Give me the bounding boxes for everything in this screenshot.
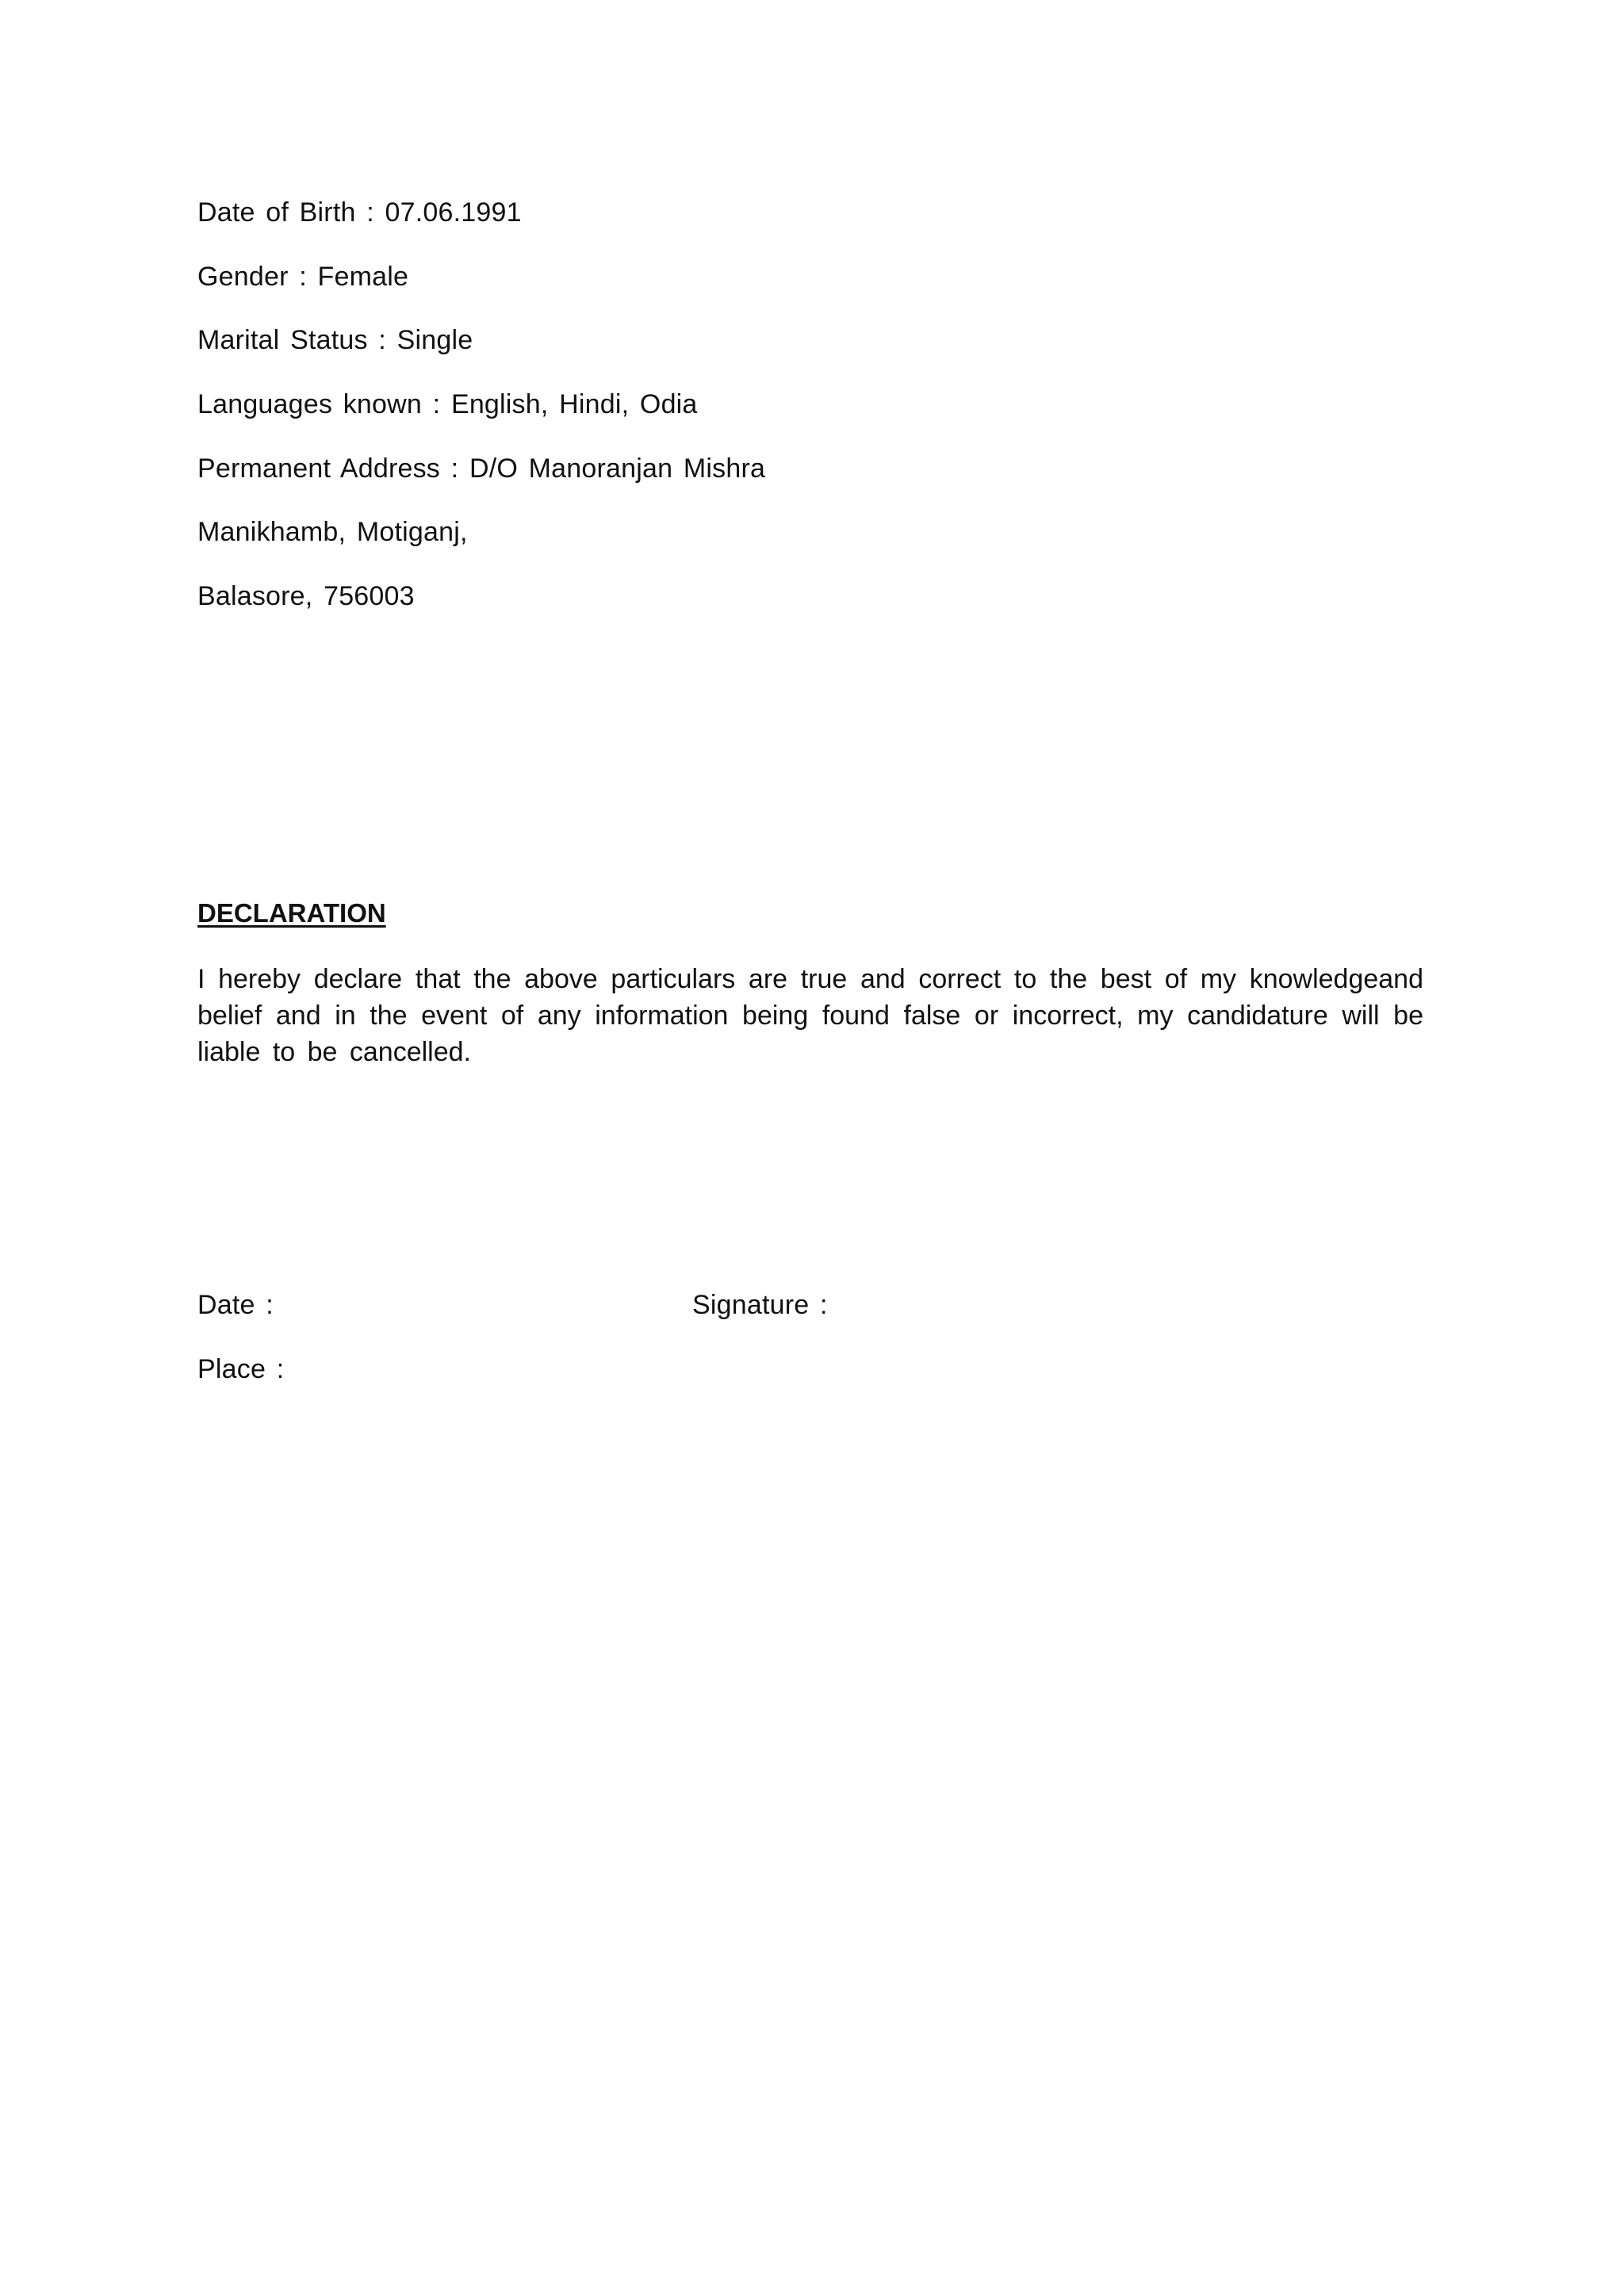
date-of-birth-line: Date of Birth : 07.06.1991: [197, 197, 522, 228]
date-label: Date :: [197, 1290, 274, 1320]
place-label: Place :: [197, 1354, 285, 1384]
address-line-2: Manikhamb, Motiganj,: [197, 517, 468, 547]
permanent-address-line: Permanent Address : D/O Manoranjan Mishra: [197, 453, 766, 484]
declaration-heading: DECLARATION: [197, 898, 386, 928]
declaration-text: I hereby declare that the above particulars are true and correct to the best of my knowledgeand belief and in the event of any information being found false or incorrect, my candidature will be liable to be cancelled.: [197, 964, 1423, 1067]
languages-known-line: Languages known : English, Hindi, Odia: [197, 389, 698, 419]
signature-label: Signature :: [692, 1290, 828, 1320]
gender-line: Gender : Female: [197, 262, 409, 292]
address-line-3: Balasore, 756003: [197, 581, 415, 611]
marital-status-line: Marital Status : Single: [197, 325, 473, 355]
